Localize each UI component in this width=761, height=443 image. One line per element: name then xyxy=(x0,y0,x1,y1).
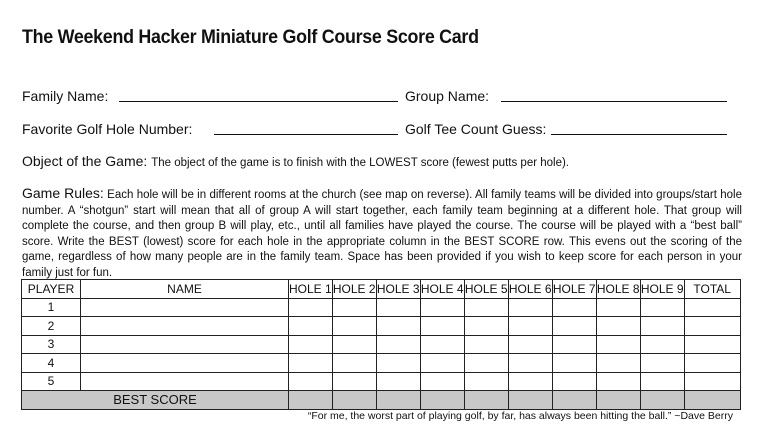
score-cell[interactable] xyxy=(420,354,464,373)
score-cell[interactable] xyxy=(420,298,464,317)
header-hole-8: HOLE 8 xyxy=(596,280,640,299)
player-number: 3 xyxy=(22,335,81,354)
quote: “For me, the worst part of playing golf, by far, has always been hitting the ball.” ~Dave Berry xyxy=(307,410,733,422)
header-player: PLAYER xyxy=(22,280,81,299)
total-cell[interactable] xyxy=(684,372,740,391)
score-cell[interactable] xyxy=(464,372,508,391)
score-cell[interactable] xyxy=(420,317,464,336)
score-cell[interactable] xyxy=(376,298,420,317)
header-hole-5: HOLE 5 xyxy=(464,280,508,299)
score-cell[interactable] xyxy=(420,372,464,391)
score-cell[interactable] xyxy=(640,298,684,317)
best-score-cell[interactable] xyxy=(596,391,640,410)
score-cell[interactable] xyxy=(376,335,420,354)
header-hole-4: HOLE 4 xyxy=(420,280,464,299)
header-total: TOTAL xyxy=(684,280,740,299)
score-cell[interactable] xyxy=(289,354,333,373)
score-cell[interactable] xyxy=(464,298,508,317)
score-cell[interactable] xyxy=(464,354,508,373)
score-cell[interactable] xyxy=(376,354,420,373)
favorite-hole-label: Favorite Golf Hole Number: xyxy=(22,121,193,137)
player-number: 5 xyxy=(22,372,81,391)
score-cell[interactable] xyxy=(508,372,552,391)
object-of-game xyxy=(22,153,569,169)
total-cell[interactable] xyxy=(684,354,740,373)
page-title: The Weekend Hacker Miniature Golf Course Score Card xyxy=(22,27,479,48)
score-cell[interactable] xyxy=(640,317,684,336)
best-score-cell[interactable] xyxy=(332,391,376,410)
rules-text: Each hole will be in different rooms at the church (see map on reverse). All family teams will be divided into groups/start hole number. A “shotgun” start will mean that all of group A will start together, each family team beginning at a different hole. That group will complete the course, and then group B will play, etc., until all families have played the course. The course will be played with a “best ball” score. Write the BEST (lowest) score for each hole in the appropriate column in the BEST SCORE row. This evens out the scoring of the game, regardless of how many people are in the family team. Space has been provided if you wish to keep score for each person in your family just for fun. xyxy=(22,189,742,279)
header-hole-9: HOLE 9 xyxy=(640,280,684,299)
family-name-input[interactable] xyxy=(119,101,398,102)
score-cell[interactable] xyxy=(332,298,376,317)
score-cell[interactable] xyxy=(640,335,684,354)
score-cell[interactable] xyxy=(508,354,552,373)
score-cell[interactable] xyxy=(464,317,508,336)
best-score-cell[interactable] xyxy=(464,391,508,410)
score-cell[interactable] xyxy=(464,335,508,354)
header-hole-6: HOLE 6 xyxy=(508,280,552,299)
score-cell[interactable] xyxy=(332,317,376,336)
group-name-label: Group Name: xyxy=(405,88,490,104)
rules-label: Game Rules: xyxy=(22,185,104,201)
score-cell[interactable] xyxy=(596,317,640,336)
family-name-label: Family Name: xyxy=(22,88,109,104)
score-cell[interactable] xyxy=(552,335,596,354)
score-cell[interactable] xyxy=(552,354,596,373)
player-number: 1 xyxy=(22,298,81,317)
score-cell[interactable] xyxy=(552,298,596,317)
score-cell[interactable] xyxy=(289,298,333,317)
header-hole-7: HOLE 7 xyxy=(552,280,596,299)
best-score-cell[interactable] xyxy=(508,391,552,410)
score-cell[interactable] xyxy=(376,317,420,336)
score-cell[interactable] xyxy=(289,335,333,354)
table-row xyxy=(22,354,741,373)
score-cell[interactable] xyxy=(596,335,640,354)
best-score-cell[interactable] xyxy=(376,391,420,410)
score-cell[interactable] xyxy=(376,372,420,391)
name-cell[interactable] xyxy=(81,335,289,354)
score-cell[interactable] xyxy=(508,317,552,336)
player-number: 2 xyxy=(22,317,81,336)
favorite-hole-input[interactable] xyxy=(214,134,398,135)
object-text: The object of the game is to finish with the LOWEST score (fewest putts per hole). xyxy=(151,157,570,169)
best-score-cell[interactable] xyxy=(552,391,596,410)
player-number: 4 xyxy=(22,354,81,373)
score-cell[interactable] xyxy=(596,298,640,317)
best-score-cell[interactable] xyxy=(289,391,333,410)
table-row xyxy=(22,317,741,336)
table-header-row xyxy=(22,280,741,299)
name-cell[interactable] xyxy=(81,372,289,391)
score-cell[interactable] xyxy=(289,372,333,391)
header-hole-2: HOLE 2 xyxy=(332,280,376,299)
table-row xyxy=(22,298,741,317)
score-cell[interactable] xyxy=(332,335,376,354)
header-hole-3: HOLE 3 xyxy=(376,280,420,299)
score-cell[interactable] xyxy=(640,354,684,373)
score-cell[interactable] xyxy=(596,354,640,373)
tee-guess-input[interactable] xyxy=(551,134,727,135)
total-cell[interactable] xyxy=(684,317,740,336)
score-table xyxy=(21,279,741,410)
best-score-row xyxy=(22,391,741,410)
name-cell[interactable] xyxy=(81,298,289,317)
name-cell[interactable] xyxy=(81,354,289,373)
score-cell[interactable] xyxy=(508,335,552,354)
table-row xyxy=(22,372,741,391)
best-score-cell[interactable] xyxy=(640,391,684,410)
game-rules xyxy=(22,186,742,282)
header-hole-1: HOLE 1 xyxy=(289,280,333,299)
best-score-cell[interactable] xyxy=(420,391,464,410)
table-row xyxy=(22,335,741,354)
score-cell[interactable] xyxy=(332,354,376,373)
group-name-input[interactable] xyxy=(501,101,727,102)
score-cell[interactable] xyxy=(420,335,464,354)
name-cell[interactable] xyxy=(81,317,289,336)
object-label: Object of the Game: xyxy=(22,153,148,169)
score-cell[interactable] xyxy=(552,372,596,391)
best-score-total[interactable] xyxy=(684,391,740,410)
score-cell[interactable] xyxy=(332,372,376,391)
tee-guess-label: Golf Tee Count Guess: xyxy=(405,121,547,137)
header-name: NAME xyxy=(81,280,289,299)
score-cell[interactable] xyxy=(289,317,333,336)
best-score-label: BEST SCORE xyxy=(22,391,289,410)
score-cell[interactable] xyxy=(640,372,684,391)
score-cell[interactable] xyxy=(552,317,596,336)
score-cell[interactable] xyxy=(508,298,552,317)
total-cell[interactable] xyxy=(684,298,740,317)
total-cell[interactable] xyxy=(684,335,740,354)
score-cell[interactable] xyxy=(596,372,640,391)
